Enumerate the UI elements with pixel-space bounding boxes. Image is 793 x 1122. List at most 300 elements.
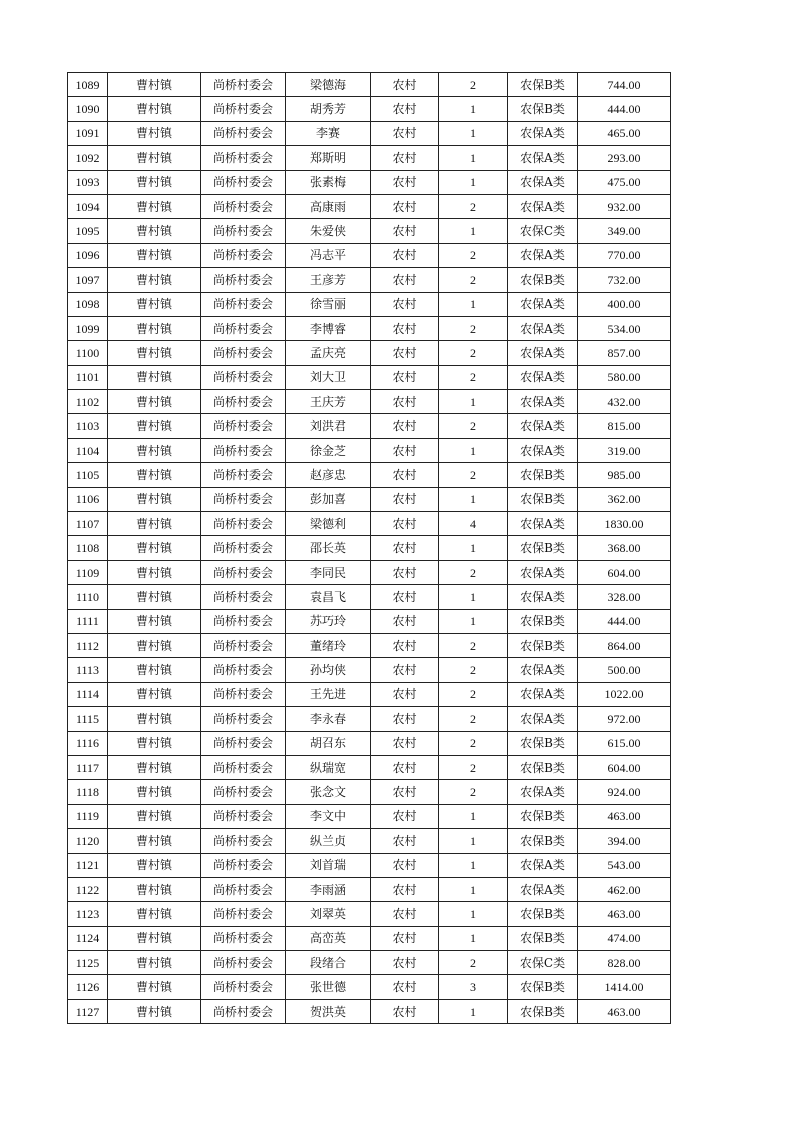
- household-size-cell: 1: [439, 536, 508, 560]
- person-name-cell: 刘洪君: [286, 414, 371, 438]
- amount-cell: 474.00: [578, 926, 671, 950]
- person-name-cell: 刘首瑞: [286, 853, 371, 877]
- amount-cell: 465.00: [578, 121, 671, 145]
- table-row: [68, 414, 671, 438]
- household-type-cell: 农村: [371, 146, 439, 170]
- household-size-cell: 1: [439, 219, 508, 243]
- insurance-category-cell: 农保A类: [508, 512, 578, 536]
- amount-cell: 328.00: [578, 585, 671, 609]
- amount-cell: 828.00: [578, 951, 671, 975]
- insurance-category-cell: 农保B类: [508, 926, 578, 950]
- person-name-cell: 李同民: [286, 560, 371, 584]
- household-type-cell: 农村: [371, 73, 439, 97]
- table-row: [68, 97, 671, 121]
- row-number-cell: 1123: [68, 902, 108, 926]
- table-row: [68, 999, 671, 1023]
- household-size-cell: 1: [439, 170, 508, 194]
- insurance-category-cell: 农保B类: [508, 804, 578, 828]
- table-row: [68, 146, 671, 170]
- village-committee-cell: 尚桥村委会: [201, 536, 286, 560]
- amount-cell: 368.00: [578, 536, 671, 560]
- household-type-cell: 农村: [371, 316, 439, 340]
- table-row: [68, 853, 671, 877]
- village-committee-cell: 尚桥村委会: [201, 658, 286, 682]
- village-committee-cell: 尚桥村委会: [201, 829, 286, 853]
- amount-cell: 319.00: [578, 438, 671, 462]
- town-cell: 曹村镇: [108, 731, 201, 755]
- amount-cell: 580.00: [578, 365, 671, 389]
- household-size-cell: 2: [439, 365, 508, 389]
- household-size-cell: 2: [439, 755, 508, 779]
- row-number-cell: 1112: [68, 633, 108, 657]
- insurance-category-cell: 农保B类: [508, 755, 578, 779]
- insurance-category-cell: 农保A类: [508, 292, 578, 316]
- amount-cell: 972.00: [578, 707, 671, 731]
- amount-cell: 604.00: [578, 755, 671, 779]
- insurance-category-cell: 农保A类: [508, 682, 578, 706]
- amount-cell: 924.00: [578, 780, 671, 804]
- village-committee-cell: 尚桥村委会: [201, 585, 286, 609]
- person-name-cell: 李赛: [286, 121, 371, 145]
- person-name-cell: 朱爱侠: [286, 219, 371, 243]
- household-size-cell: 2: [439, 707, 508, 731]
- person-name-cell: 冯志平: [286, 243, 371, 267]
- person-name-cell: 刘大卫: [286, 365, 371, 389]
- insurance-category-cell: 农保A类: [508, 560, 578, 584]
- village-committee-cell: 尚桥村委会: [201, 97, 286, 121]
- table-row: [68, 316, 671, 340]
- insurance-category-cell: 农保A类: [508, 341, 578, 365]
- insurance-category-cell: 农保B类: [508, 633, 578, 657]
- village-committee-cell: 尚桥村委会: [201, 633, 286, 657]
- table-row: [68, 609, 671, 633]
- household-type-cell: 农村: [371, 560, 439, 584]
- amount-cell: 932.00: [578, 194, 671, 218]
- insurance-category-cell: 农保B类: [508, 902, 578, 926]
- amount-cell: 463.00: [578, 999, 671, 1023]
- village-committee-cell: 尚桥村委会: [201, 365, 286, 389]
- household-type-cell: 农村: [371, 121, 439, 145]
- village-committee-cell: 尚桥村委会: [201, 902, 286, 926]
- household-size-cell: 1: [439, 829, 508, 853]
- household-type-cell: 农村: [371, 926, 439, 950]
- household-size-cell: 3: [439, 975, 508, 999]
- person-name-cell: 贺洪英: [286, 999, 371, 1023]
- household-size-cell: 1: [439, 609, 508, 633]
- household-size-cell: 2: [439, 560, 508, 584]
- row-number-cell: 1114: [68, 682, 108, 706]
- town-cell: 曹村镇: [108, 194, 201, 218]
- person-name-cell: 李雨涵: [286, 877, 371, 901]
- household-size-cell: 1: [439, 877, 508, 901]
- person-name-cell: 高康雨: [286, 194, 371, 218]
- person-name-cell: 张素梅: [286, 170, 371, 194]
- row-number-cell: 1122: [68, 877, 108, 901]
- insurance-category-cell: 农保B类: [508, 731, 578, 755]
- row-number-cell: 1093: [68, 170, 108, 194]
- household-type-cell: 农村: [371, 951, 439, 975]
- person-name-cell: 徐金芝: [286, 438, 371, 462]
- town-cell: 曹村镇: [108, 633, 201, 657]
- table-row: [68, 877, 671, 901]
- town-cell: 曹村镇: [108, 316, 201, 340]
- person-name-cell: 王彦芳: [286, 268, 371, 292]
- household-size-cell: 1: [439, 585, 508, 609]
- amount-cell: 444.00: [578, 97, 671, 121]
- town-cell: 曹村镇: [108, 926, 201, 950]
- town-cell: 曹村镇: [108, 877, 201, 901]
- village-committee-cell: 尚桥村委会: [201, 170, 286, 194]
- household-type-cell: 农村: [371, 414, 439, 438]
- table-row: [68, 926, 671, 950]
- household-type-cell: 农村: [371, 438, 439, 462]
- insurance-category-cell: 农保A类: [508, 390, 578, 414]
- insurance-category-cell: 农保A类: [508, 365, 578, 389]
- row-number-cell: 1095: [68, 219, 108, 243]
- insurance-category-cell: 农保A类: [508, 121, 578, 145]
- person-name-cell: 纵瑞宽: [286, 755, 371, 779]
- amount-cell: 732.00: [578, 268, 671, 292]
- town-cell: 曹村镇: [108, 999, 201, 1023]
- household-size-cell: 2: [439, 243, 508, 267]
- town-cell: 曹村镇: [108, 780, 201, 804]
- household-type-cell: 农村: [371, 609, 439, 633]
- amount-cell: 500.00: [578, 658, 671, 682]
- town-cell: 曹村镇: [108, 829, 201, 853]
- insurance-category-cell: 农保A类: [508, 780, 578, 804]
- row-number-cell: 1126: [68, 975, 108, 999]
- table-row: [68, 658, 671, 682]
- town-cell: 曹村镇: [108, 219, 201, 243]
- amount-cell: 463.00: [578, 804, 671, 828]
- village-committee-cell: 尚桥村委会: [201, 487, 286, 511]
- insurance-category-cell: 农保A类: [508, 414, 578, 438]
- household-type-cell: 农村: [371, 853, 439, 877]
- amount-cell: 815.00: [578, 414, 671, 438]
- village-committee-cell: 尚桥村委会: [201, 146, 286, 170]
- insurance-category-cell: 农保C类: [508, 219, 578, 243]
- table-row: [68, 463, 671, 487]
- household-type-cell: 农村: [371, 487, 439, 511]
- amount-cell: 293.00: [578, 146, 671, 170]
- town-cell: 曹村镇: [108, 365, 201, 389]
- table-row: [68, 585, 671, 609]
- table-row: [68, 780, 671, 804]
- town-cell: 曹村镇: [108, 414, 201, 438]
- household-type-cell: 农村: [371, 219, 439, 243]
- table-row: [68, 268, 671, 292]
- table-row: [68, 438, 671, 462]
- table-row: [68, 292, 671, 316]
- table-row: [68, 512, 671, 536]
- village-committee-cell: 尚桥村委会: [201, 463, 286, 487]
- household-type-cell: 农村: [371, 755, 439, 779]
- town-cell: 曹村镇: [108, 243, 201, 267]
- household-type-cell: 农村: [371, 707, 439, 731]
- town-cell: 曹村镇: [108, 902, 201, 926]
- person-name-cell: 段绪合: [286, 951, 371, 975]
- person-name-cell: 王先进: [286, 682, 371, 706]
- row-number-cell: 1117: [68, 755, 108, 779]
- amount-cell: 463.00: [578, 902, 671, 926]
- table-row: [68, 633, 671, 657]
- row-number-cell: 1110: [68, 585, 108, 609]
- household-type-cell: 农村: [371, 658, 439, 682]
- household-type-cell: 农村: [371, 877, 439, 901]
- table-row: [68, 560, 671, 584]
- household-size-cell: 2: [439, 682, 508, 706]
- village-committee-cell: 尚桥村委会: [201, 512, 286, 536]
- household-size-cell: 1: [439, 292, 508, 316]
- person-name-cell: 高峦英: [286, 926, 371, 950]
- household-type-cell: 农村: [371, 390, 439, 414]
- town-cell: 曹村镇: [108, 975, 201, 999]
- amount-cell: 770.00: [578, 243, 671, 267]
- amount-cell: 400.00: [578, 292, 671, 316]
- row-number-cell: 1102: [68, 390, 108, 414]
- village-committee-cell: 尚桥村委会: [201, 926, 286, 950]
- household-type-cell: 农村: [371, 804, 439, 828]
- town-cell: 曹村镇: [108, 658, 201, 682]
- town-cell: 曹村镇: [108, 682, 201, 706]
- village-committee-cell: 尚桥村委会: [201, 951, 286, 975]
- row-number-cell: 1115: [68, 707, 108, 731]
- household-type-cell: 农村: [371, 633, 439, 657]
- beneficiary-table: [67, 72, 671, 1024]
- village-committee-cell: 尚桥村委会: [201, 219, 286, 243]
- household-size-cell: 4: [439, 512, 508, 536]
- amount-cell: 534.00: [578, 316, 671, 340]
- amount-cell: 475.00: [578, 170, 671, 194]
- table-row: [68, 951, 671, 975]
- row-number-cell: 1119: [68, 804, 108, 828]
- household-size-cell: 2: [439, 194, 508, 218]
- village-committee-cell: 尚桥村委会: [201, 438, 286, 462]
- insurance-category-cell: 农保A类: [508, 170, 578, 194]
- table-row: [68, 73, 671, 97]
- household-type-cell: 农村: [371, 341, 439, 365]
- table-row: [68, 975, 671, 999]
- household-size-cell: 2: [439, 414, 508, 438]
- row-number-cell: 1104: [68, 438, 108, 462]
- table-row: [68, 121, 671, 145]
- row-number-cell: 1108: [68, 536, 108, 560]
- town-cell: 曹村镇: [108, 951, 201, 975]
- household-type-cell: 农村: [371, 829, 439, 853]
- person-name-cell: 张念文: [286, 780, 371, 804]
- household-type-cell: 农村: [371, 463, 439, 487]
- household-size-cell: 2: [439, 73, 508, 97]
- row-number-cell: 1091: [68, 121, 108, 145]
- row-number-cell: 1107: [68, 512, 108, 536]
- table-row: [68, 365, 671, 389]
- person-name-cell: 孙均侠: [286, 658, 371, 682]
- row-number-cell: 1103: [68, 414, 108, 438]
- insurance-category-cell: 农保A类: [508, 853, 578, 877]
- table-row: [68, 902, 671, 926]
- household-size-cell: 1: [439, 97, 508, 121]
- town-cell: 曹村镇: [108, 170, 201, 194]
- household-size-cell: 2: [439, 951, 508, 975]
- amount-cell: 432.00: [578, 390, 671, 414]
- insurance-category-cell: 农保B类: [508, 829, 578, 853]
- household-size-cell: 2: [439, 316, 508, 340]
- person-name-cell: 王庆芳: [286, 390, 371, 414]
- household-size-cell: 2: [439, 633, 508, 657]
- household-type-cell: 农村: [371, 536, 439, 560]
- insurance-category-cell: 农保B类: [508, 97, 578, 121]
- household-type-cell: 农村: [371, 975, 439, 999]
- household-size-cell: 1: [439, 926, 508, 950]
- person-name-cell: 胡召东: [286, 731, 371, 755]
- person-name-cell: 张世德: [286, 975, 371, 999]
- person-name-cell: 纵兰贞: [286, 829, 371, 853]
- row-number-cell: 1120: [68, 829, 108, 853]
- person-name-cell: 彭加喜: [286, 487, 371, 511]
- town-cell: 曹村镇: [108, 341, 201, 365]
- village-committee-cell: 尚桥村委会: [201, 73, 286, 97]
- row-number-cell: 1100: [68, 341, 108, 365]
- amount-cell: 462.00: [578, 877, 671, 901]
- insurance-category-cell: 农保A类: [508, 877, 578, 901]
- insurance-category-cell: 农保B类: [508, 975, 578, 999]
- town-cell: 曹村镇: [108, 390, 201, 414]
- village-committee-cell: 尚桥村委会: [201, 877, 286, 901]
- town-cell: 曹村镇: [108, 73, 201, 97]
- village-committee-cell: 尚桥村委会: [201, 853, 286, 877]
- village-committee-cell: 尚桥村委会: [201, 390, 286, 414]
- row-number-cell: 1097: [68, 268, 108, 292]
- amount-cell: 604.00: [578, 560, 671, 584]
- insurance-category-cell: 农保B类: [508, 463, 578, 487]
- household-type-cell: 农村: [371, 902, 439, 926]
- table-row: [68, 682, 671, 706]
- insurance-category-cell: 农保A类: [508, 658, 578, 682]
- insurance-category-cell: 农保A类: [508, 316, 578, 340]
- row-number-cell: 1096: [68, 243, 108, 267]
- town-cell: 曹村镇: [108, 804, 201, 828]
- row-number-cell: 1125: [68, 951, 108, 975]
- person-name-cell: 李文中: [286, 804, 371, 828]
- household-type-cell: 农村: [371, 999, 439, 1023]
- row-number-cell: 1101: [68, 365, 108, 389]
- person-name-cell: 李博睿: [286, 316, 371, 340]
- household-type-cell: 农村: [371, 682, 439, 706]
- village-committee-cell: 尚桥村委会: [201, 121, 286, 145]
- village-committee-cell: 尚桥村委会: [201, 755, 286, 779]
- amount-cell: 1414.00: [578, 975, 671, 999]
- household-type-cell: 农村: [371, 268, 439, 292]
- table-row: [68, 219, 671, 243]
- table-row: [68, 804, 671, 828]
- village-committee-cell: 尚桥村委会: [201, 194, 286, 218]
- household-type-cell: 农村: [371, 731, 439, 755]
- household-size-cell: 1: [439, 999, 508, 1023]
- row-number-cell: 1109: [68, 560, 108, 584]
- village-committee-cell: 尚桥村委会: [201, 804, 286, 828]
- village-committee-cell: 尚桥村委会: [201, 316, 286, 340]
- town-cell: 曹村镇: [108, 121, 201, 145]
- household-type-cell: 农村: [371, 243, 439, 267]
- town-cell: 曹村镇: [108, 853, 201, 877]
- household-size-cell: 2: [439, 780, 508, 804]
- table-row: [68, 707, 671, 731]
- village-committee-cell: 尚桥村委会: [201, 560, 286, 584]
- insurance-category-cell: 农保B类: [508, 536, 578, 560]
- household-type-cell: 农村: [371, 194, 439, 218]
- town-cell: 曹村镇: [108, 146, 201, 170]
- household-size-cell: 1: [439, 853, 508, 877]
- amount-cell: 985.00: [578, 463, 671, 487]
- household-size-cell: 2: [439, 463, 508, 487]
- insurance-category-cell: 农保A类: [508, 146, 578, 170]
- person-name-cell: 孟庆亮: [286, 341, 371, 365]
- household-type-cell: 农村: [371, 292, 439, 316]
- person-name-cell: 苏巧玲: [286, 609, 371, 633]
- town-cell: 曹村镇: [108, 755, 201, 779]
- household-size-cell: 1: [439, 438, 508, 462]
- amount-cell: 362.00: [578, 487, 671, 511]
- table-row: [68, 390, 671, 414]
- amount-cell: 444.00: [578, 609, 671, 633]
- household-size-cell: 1: [439, 121, 508, 145]
- insurance-category-cell: 农保A类: [508, 243, 578, 267]
- row-number-cell: 1094: [68, 194, 108, 218]
- person-name-cell: 梁德利: [286, 512, 371, 536]
- village-committee-cell: 尚桥村委会: [201, 780, 286, 804]
- town-cell: 曹村镇: [108, 560, 201, 584]
- row-number-cell: 1092: [68, 146, 108, 170]
- amount-cell: 857.00: [578, 341, 671, 365]
- insurance-category-cell: 农保C类: [508, 951, 578, 975]
- village-committee-cell: 尚桥村委会: [201, 341, 286, 365]
- household-type-cell: 农村: [371, 365, 439, 389]
- person-name-cell: 梁德海: [286, 73, 371, 97]
- insurance-category-cell: 农保B类: [508, 609, 578, 633]
- row-number-cell: 1105: [68, 463, 108, 487]
- table-row: [68, 536, 671, 560]
- village-committee-cell: 尚桥村委会: [201, 414, 286, 438]
- household-size-cell: 2: [439, 341, 508, 365]
- insurance-category-cell: 农保B类: [508, 73, 578, 97]
- household-size-cell: 1: [439, 804, 508, 828]
- row-number-cell: 1124: [68, 926, 108, 950]
- amount-cell: 543.00: [578, 853, 671, 877]
- insurance-category-cell: 农保B类: [508, 268, 578, 292]
- row-number-cell: 1099: [68, 316, 108, 340]
- person-name-cell: 李永春: [286, 707, 371, 731]
- town-cell: 曹村镇: [108, 97, 201, 121]
- household-size-cell: 2: [439, 731, 508, 755]
- row-number-cell: 1127: [68, 999, 108, 1023]
- town-cell: 曹村镇: [108, 268, 201, 292]
- household-size-cell: 1: [439, 146, 508, 170]
- row-number-cell: 1090: [68, 97, 108, 121]
- village-committee-cell: 尚桥村委会: [201, 707, 286, 731]
- amount-cell: 349.00: [578, 219, 671, 243]
- amount-cell: 1830.00: [578, 512, 671, 536]
- town-cell: 曹村镇: [108, 438, 201, 462]
- person-name-cell: 邵长英: [286, 536, 371, 560]
- village-committee-cell: 尚桥村委会: [201, 609, 286, 633]
- insurance-category-cell: 农保A类: [508, 585, 578, 609]
- row-number-cell: 1089: [68, 73, 108, 97]
- person-name-cell: 徐雪丽: [286, 292, 371, 316]
- row-number-cell: 1118: [68, 780, 108, 804]
- town-cell: 曹村镇: [108, 536, 201, 560]
- household-type-cell: 农村: [371, 97, 439, 121]
- insurance-category-cell: 农保A类: [508, 194, 578, 218]
